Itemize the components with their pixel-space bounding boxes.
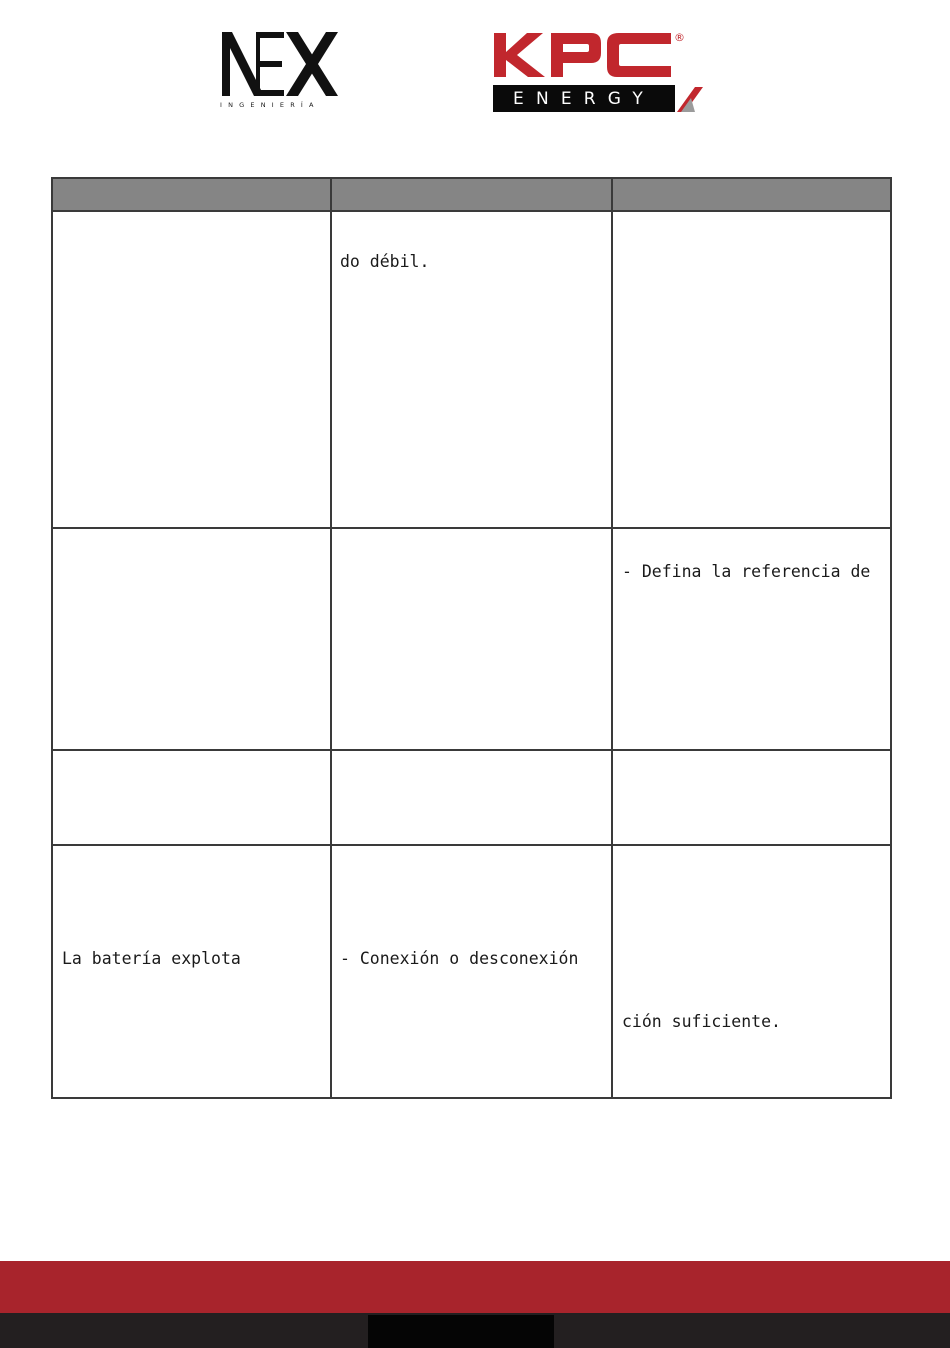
kpc-energy-logo [491,30,706,114]
table-row [52,750,891,845]
kpc-subtitle: ENERGY [513,89,655,109]
table-cell [52,845,331,1098]
nex-subtitle: INGENIERÍA [220,101,320,109]
table-cell [52,528,331,750]
nex-ingenieria-logo [220,30,340,114]
table-header-row [52,178,891,211]
table-cell [612,528,891,750]
header-cell-1 [52,178,331,211]
footer-red-band [0,1261,950,1313]
table-cell [612,750,891,845]
cell-text: - Defina la referencia de [622,562,871,581]
table-row [52,528,891,750]
table-row [52,845,891,1098]
footer-center-block [368,1315,554,1348]
table-cell [612,211,891,528]
header-cell-2 [331,178,612,211]
table-cell [331,845,612,1098]
troubleshooting-table [51,177,890,1099]
table-cell [331,528,612,750]
cell-text: - Conexión o desconexión [340,949,579,968]
table-cell [52,750,331,845]
table-cell [52,211,331,528]
table-row [52,211,891,528]
cell-text: ción suficiente. [622,1012,781,1031]
table-cell [331,750,612,845]
table-cell [612,845,891,1098]
cell-text: do débil. [340,252,430,271]
header-cell-3 [612,178,891,211]
table-cell [331,211,612,528]
cell-text: La batería explota [62,949,241,968]
nex-logo-icon [220,30,340,98]
registered-mark: ® [674,31,685,44]
